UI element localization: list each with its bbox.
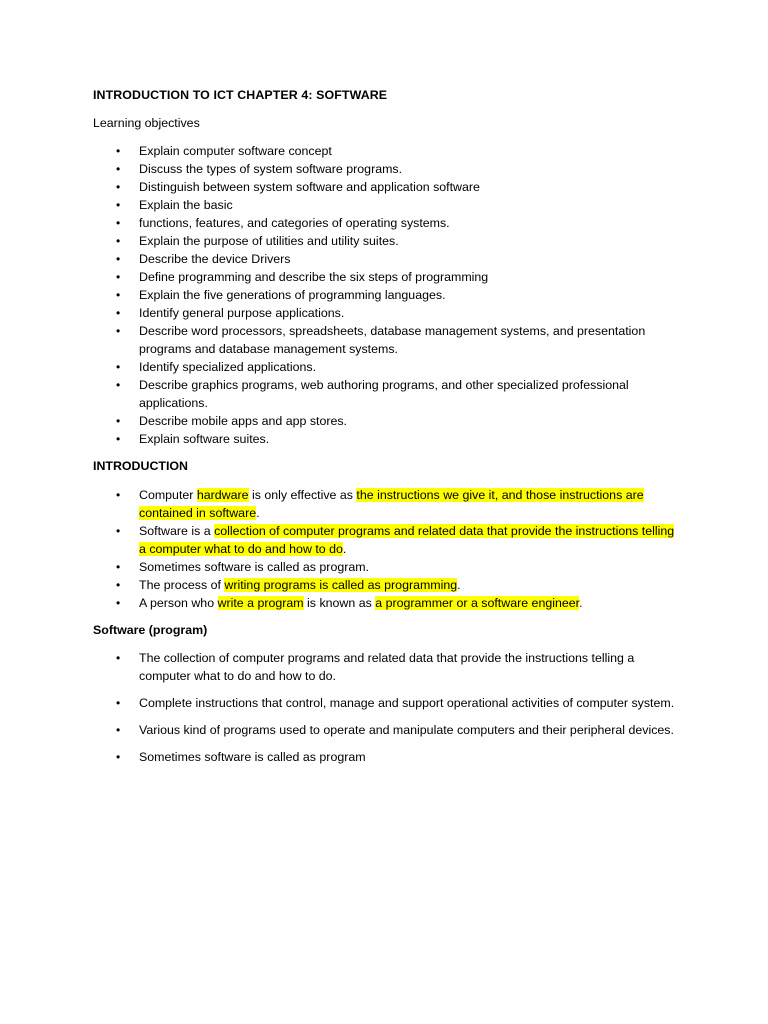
list-item-text: Distinguish between system software and application software [139,180,480,194]
bullet-icon: • [116,488,121,502]
bullet-icon: • [116,524,121,538]
software-list [0,649,768,775]
bullet-icon: • [116,696,121,710]
list-item [0,142,684,160]
bullet-icon: • [116,216,121,230]
bullet-icon: • [116,180,121,194]
list-item [0,358,684,376]
introduction-heading: INTRODUCTION [93,459,188,473]
bullet-icon: • [116,560,121,574]
list-item-text: Various kind of programs used to operate and manipulate computers and their peripheral devices. [139,723,674,737]
bullet-icon: • [116,750,121,764]
bullet-icon: • [116,288,121,302]
list-item-text: Describe graphics programs, web authoring programs, and other specialized professional applications. [139,378,629,410]
highlighted-text: a programmer or a software engineer [375,596,580,610]
bullet-icon: • [116,651,121,665]
list-item-text: Explain the basic [139,198,233,212]
learning-objectives-list [0,142,768,448]
highlighted-text: collection of computer programs and related data that provide the instructions telling a computer what to do and how to do [139,524,675,556]
bullet-icon: • [116,234,121,248]
list-item-text: . [579,596,583,610]
list-item [0,748,684,766]
bullet-icon: • [116,596,121,610]
highlighted-text: hardware [196,488,249,502]
list-item-text: is known as [303,596,376,610]
bullet-icon: • [116,198,121,212]
list-item [0,522,684,558]
list-item [0,486,684,522]
list-item-text: Identify specialized applications. [139,360,317,374]
list-item-text: Describe word processors, spreadsheets, database management systems, and presentation programs and database management systems. [139,324,646,356]
page-title: INTRODUCTION TO ICT CHAPTER 4: SOFTWARE [93,88,388,102]
list-item [0,178,684,196]
list-item-text: Describe mobile apps and app stores. [139,414,348,428]
list-item-text: A person who [139,596,218,610]
list-item [0,649,684,685]
list-item [0,286,684,304]
bullet-icon: • [116,144,121,158]
list-item [0,576,684,594]
list-item-text: . [342,542,347,556]
list-item [0,214,684,232]
list-item [0,160,684,178]
bullet-icon: • [116,414,121,428]
list-item-text: Sometimes software is called as program [139,750,366,764]
list-item [0,196,684,214]
list-item-text: Discuss the types of system software programs. [139,162,403,176]
list-item-text: Explain the purpose of utilities and utility suites. [139,234,399,248]
list-item [0,721,684,739]
bullet-icon: • [116,252,121,266]
bullet-icon: • [116,270,121,284]
list-item-text: is only effective as [248,488,357,502]
list-item-text: Identify general purpose applications. [139,306,345,320]
list-item [0,412,684,430]
list-item [0,232,684,250]
introduction-list [0,486,768,612]
list-item [0,304,684,322]
list-item-text: Software is a [139,524,215,538]
list-item [0,430,684,448]
bullet-icon: • [116,432,121,446]
list-item-text: Sometimes software is called as program. [139,560,370,574]
bullet-icon: • [116,324,121,338]
highlighted-text: the instructions we give it, and those instructions are contained in software [139,488,644,520]
list-item-text: The process of [139,578,225,592]
list-item-text: Explain computer software concept [139,144,332,158]
list-item-text: . [256,506,260,520]
list-item-text: Explain software suites. [139,432,270,446]
highlighted-text: write a program [217,596,304,610]
list-item [0,558,684,576]
list-item-text: functions, features, and categories of operating systems. [139,216,450,230]
learning-objectives-heading: Learning objectives [93,116,200,130]
bullet-icon: • [116,306,121,320]
bullet-icon: • [116,378,121,392]
software-heading: Software (program) [93,623,208,637]
list-item-text: . [457,578,461,592]
list-item [0,694,684,712]
list-item [0,268,684,286]
list-item [0,322,684,358]
bullet-icon: • [116,723,121,737]
list-item [0,250,684,268]
bullet-icon: • [116,360,121,374]
list-item-text: Describe the device Drivers [139,252,291,266]
highlighted-text: writing programs is called as programming [224,578,458,592]
list-item-text: Define programming and describe the six steps of programming [139,270,489,284]
list-item-text: Explain the five generations of programming languages. [139,288,446,302]
list-item [0,594,684,612]
list-item-text: Computer [139,488,197,502]
bullet-icon: • [116,578,121,592]
list-item [0,376,684,412]
bullet-icon: • [116,162,121,176]
list-item-text: Complete instructions that control, manage and support operational activities of computer system. [139,696,675,710]
list-item-text: The collection of computer programs and related data that provide the instructions telling a computer what to do and how to do. [139,651,635,683]
